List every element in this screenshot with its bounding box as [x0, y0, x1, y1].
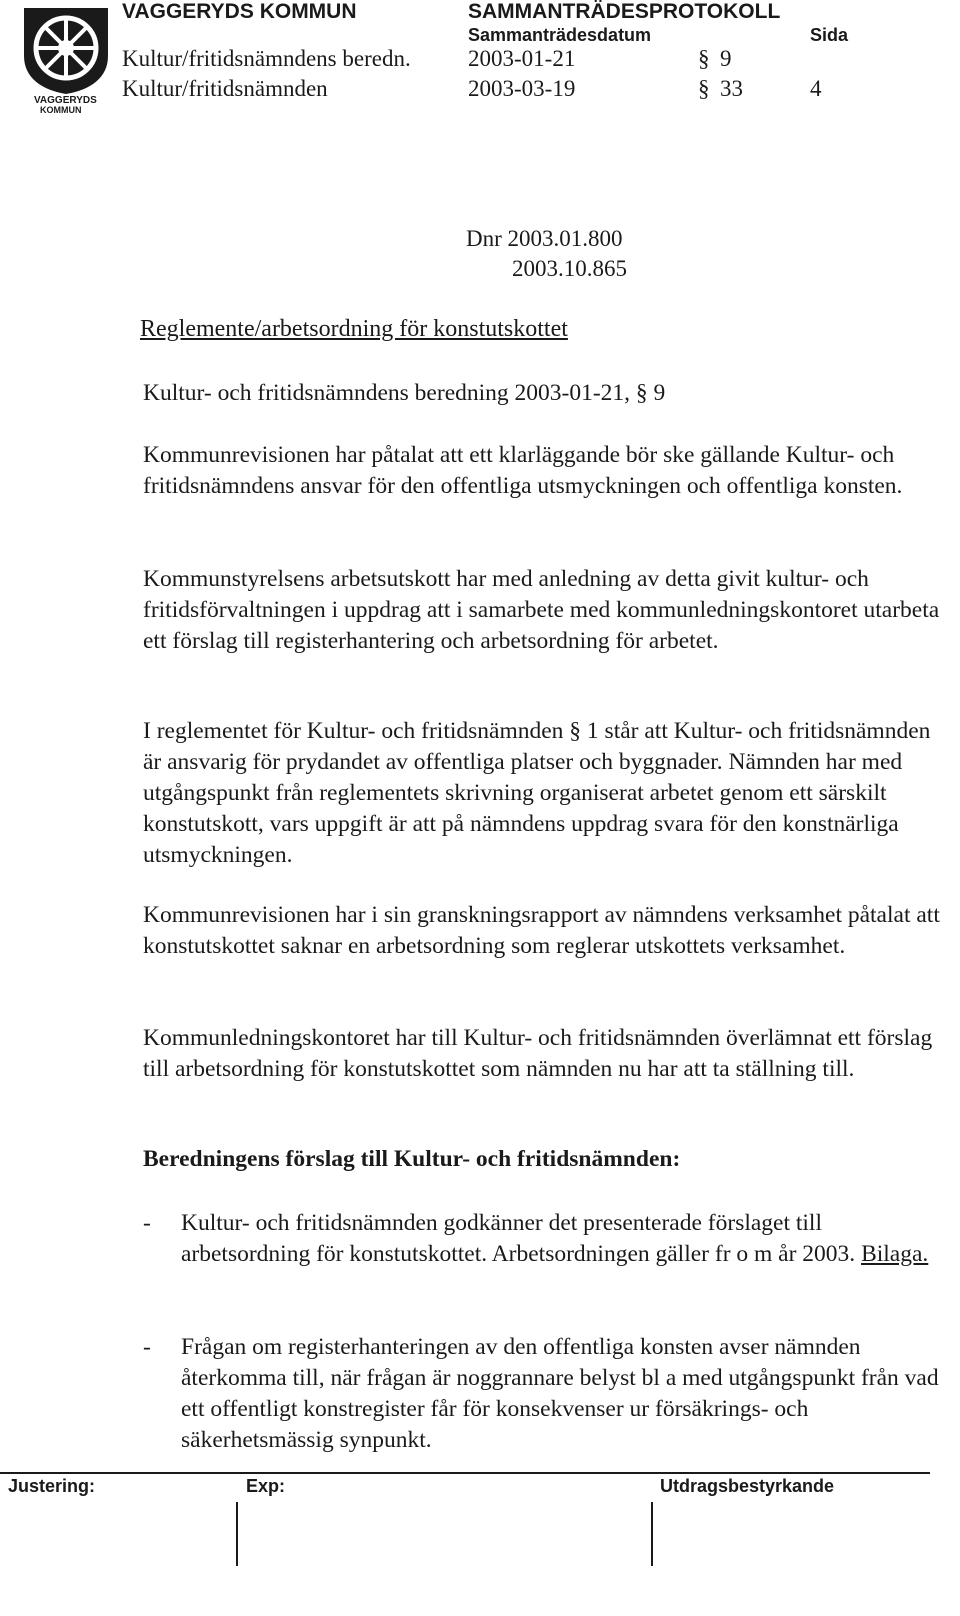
section-sign: § — [698, 76, 710, 101]
footer-rule — [0, 1472, 930, 1474]
exp-label: Exp: — [246, 1476, 286, 1496]
logo-text-2: KOMMUN — [40, 105, 82, 115]
signature-divider — [236, 1502, 238, 1566]
bullet-text: Kultur- och fritidsnämnden godkänner det presenterade förslaget till arbetsordning för konstutskottet. Arbetsordningen gäller fr o m år 2003. — [181, 1210, 856, 1267]
paragraph-submission: Kommunledningskontoret har till Kultur- och fritidsnämnden överlämnat ett förslag till arbetsordning för konstutskottet som nämnden nu har att ta ställning till. — [143, 1025, 933, 1082]
section-number: 33 — [720, 76, 743, 101]
utdrag-label: Utdragsbestyrkande — [660, 1476, 835, 1496]
signature-divider — [651, 1502, 653, 1566]
logo-text-1: VAGGERYDS — [34, 95, 97, 106]
municipality-logo — [20, 4, 112, 116]
paragraph-regulation: I reglementet för Kultur- och fritidsnämnden § 1 står att Kultur- och fritidsnämnden är ansvarig för prydandet av offentliga platser och byggnader. Nämnden har med utgångspunkt från reglementets skrivning organiserat arbetet genom ett särskilt konstutskott, vars uppgift är att på nämndens uppdrag svara för den konstnärliga utsmyckningen. — [143, 718, 931, 868]
paragraph-reference: Kultur- och fritidsnämndens beredning 2003-01-21, § 9 — [143, 380, 666, 406]
document-title: Reglemente/arbetsordning för konstutskottet — [140, 316, 568, 342]
date-label: Sammanträdesdatum — [468, 25, 652, 45]
section-number: 9 — [720, 46, 732, 71]
paragraph-background: Kommunrevisionen har påtalat att ett klarläggande bör ske gällande Kultur- och fritidsnämndens ansvar för den offentliga utsmyckningen och offentliga konsten. — [143, 442, 903, 499]
meeting-date: 2003-03-19 — [468, 76, 576, 101]
dnr-primary: Dnr 2003.01.800 — [466, 226, 623, 251]
attachment-link[interactable]: Bilaga. — [861, 1241, 929, 1267]
proposal-heading: Beredningens förslag till Kultur- och fritidsnämnden: — [143, 1146, 681, 1172]
paragraph-audit: Kommunrevisionen har i sin granskningsrapport av nämndens verksamhet påtalat att konstutskottet saknar en arbetsordning som reglerar utskottets verksamhet. — [143, 902, 940, 959]
bullet-dash: - — [143, 1334, 151, 1360]
committee-name: Kultur/fritidsnämnden — [122, 76, 328, 101]
paragraph-assignment: Kommunstyrelsens arbetsutskott har med anledning av detta givit kultur- och fritidsförvaltningen i uppdrag att i samarbete med kommunledningskontoret utarbeta ett förslag till registerhantering och arbetsordning för arbetet. — [143, 566, 940, 654]
bullet-text-wrapper — [181, 1208, 951, 1270]
bullet-text-wrapper — [181, 1332, 951, 1456]
wheel-emblem-icon — [20, 4, 112, 96]
page-number: 4 — [810, 76, 822, 101]
municipality-name: VAGGERYDS KOMMUN — [122, 0, 357, 23]
committee-name: Kultur/fritidsnämndens beredn. — [122, 46, 411, 71]
bullet-text: Frågan om registerhanteringen av den offentliga konsten avser nämnden återkomma till, när frågan är noggrannare belyst bl a med utgångspunkt från vad ett offentligt konstregister får för konsekvenser ur försäkrings- och säkerhetsmässig synpunkt. — [181, 1334, 939, 1453]
meeting-date: 2003-01-21 — [468, 46, 576, 71]
bullet-dash: - — [143, 1210, 151, 1236]
justering-label: Justering: — [8, 1476, 96, 1496]
page-label: Sida — [810, 25, 849, 45]
section-sign: § — [698, 46, 710, 71]
dnr-secondary: 2003.10.865 — [512, 256, 627, 281]
protocol-title: SAMMANTRÄDESPROTOKOLL — [468, 0, 781, 23]
